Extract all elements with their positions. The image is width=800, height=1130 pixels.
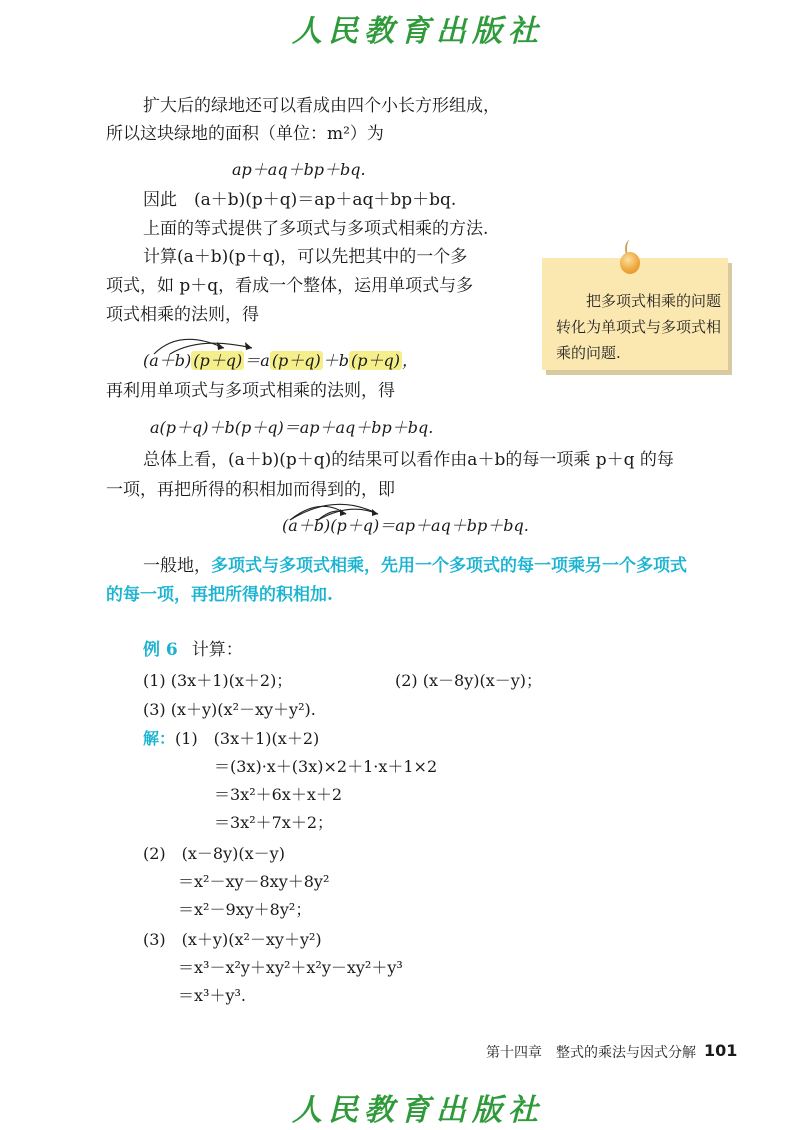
solution-1-head [143,726,319,749]
text-line-therefore: 因此 (a＋b)(p＋q)＝ap＋aq＋bp＋bq. [143,190,457,210]
solution-3-head: (3) (x＋y)(x²－xy＋y²) [143,930,322,949]
side-note-text: 把多项式相乘的问题转化为单项式与多项式相乘的问题. [556,292,722,362]
publisher-logo-footer: 人民教育出版社 [292,1093,544,1128]
question-1: (1) (3x＋1)(x＋2)； [143,671,293,690]
text-line-general [143,554,687,578]
solution-2-step-2: ＝x²－9xy＋8y²； [178,900,312,919]
solution-1-step-2: ＝3x²＋6x＋x＋2 [214,785,343,804]
solution-1-step-3: ＝3x²＋7x＋2； [214,813,334,832]
formula-comma: ， [402,351,419,370]
question-2: (2) (x－8y)(x－y)； [395,671,543,690]
text-line-treat-whole: 项式，如 p＋q，看成一个整体，运用单项式与多 [106,276,474,296]
solution-2-step-1: ＝x²－xy－8xy＋8y² [178,872,330,891]
pushpin-icon [620,252,640,274]
solution-3-step-1: ＝x³－x²y＋xy²＋x²y－xy²＋y³ [178,958,403,977]
formula-area: ap＋aq＋bp＋bq. [232,160,366,179]
formula-eq-a: ＝a [244,351,270,370]
example-label: 例 6 [143,640,178,660]
rule-statement-cont: 的每一项，再把所得的积相加. [106,585,333,605]
text-line-again: 再利用单项式与多项式相乘的法则，得 [106,381,395,401]
highlight-pq: (p＋q) [271,351,321,370]
formula-expand: a(p＋q)＋b(p＋q)＝ap＋aq＋bp＋bq. [150,418,434,437]
solution-1-step-1: ＝(3x)·x＋(3x)×2＋1·x＋1×2 [214,757,438,776]
text-line-2: 所以这块绿地的面积（单位：m²）为 [106,124,384,144]
formula-full-expand: (a＋b)(p＋q)＝ap＋aq＋bp＋bq. [282,516,529,535]
text-line-rule: 项式相乘的法则，得 [106,305,259,325]
solution-2-head: (2) (x－8y)(x－y) [143,844,285,863]
highlight-pq: (p＋q) [193,351,243,370]
side-note [542,258,728,370]
solution-label: 解： [143,729,176,748]
text-line-sum: 一项，再把所得的积相加而得到的，即 [106,480,395,500]
question-3: (3) (x＋y)(x²－xy＋y²). [143,700,316,719]
publisher-logo: 人民教育出版社 [292,14,544,49]
text-line-overall: 总体上看，(a＋b)(p＋q)的结果可以看作由a＋b的每一项乘 p＋q 的每 [143,450,674,470]
example-title: 计算： [191,640,243,660]
formula-plus-b: ＋b [322,351,350,370]
formula-ab: (a＋b) [143,351,192,370]
text-line-1: 扩大后的绿地还可以看成由四个小长方形组成， [143,96,500,116]
rule-statement: 多项式与多项式相乘，先用一个多项式的每一项乘另一个多项式 [211,556,687,576]
page-number: 101 [704,1041,738,1060]
general-prefix: 一般地， [143,556,211,576]
solution-1-expr: (1) (3x＋1)(x＋2) [175,729,320,748]
chapter-title: 第十四章 整式的乘法与因式分解 [486,1045,696,1061]
text-line-compute: 计算(a＋b)(p＋q)，可以先把其中的一个多 [143,247,468,267]
formula-distribute [143,348,418,371]
highlight-pq: (p＋q) [351,351,401,370]
example-heading [143,638,243,662]
solution-3-step-2: ＝x³＋y³. [178,986,246,1005]
text-line-method: 上面的等式提供了多项式与多项式相乘的方法. [143,219,489,239]
